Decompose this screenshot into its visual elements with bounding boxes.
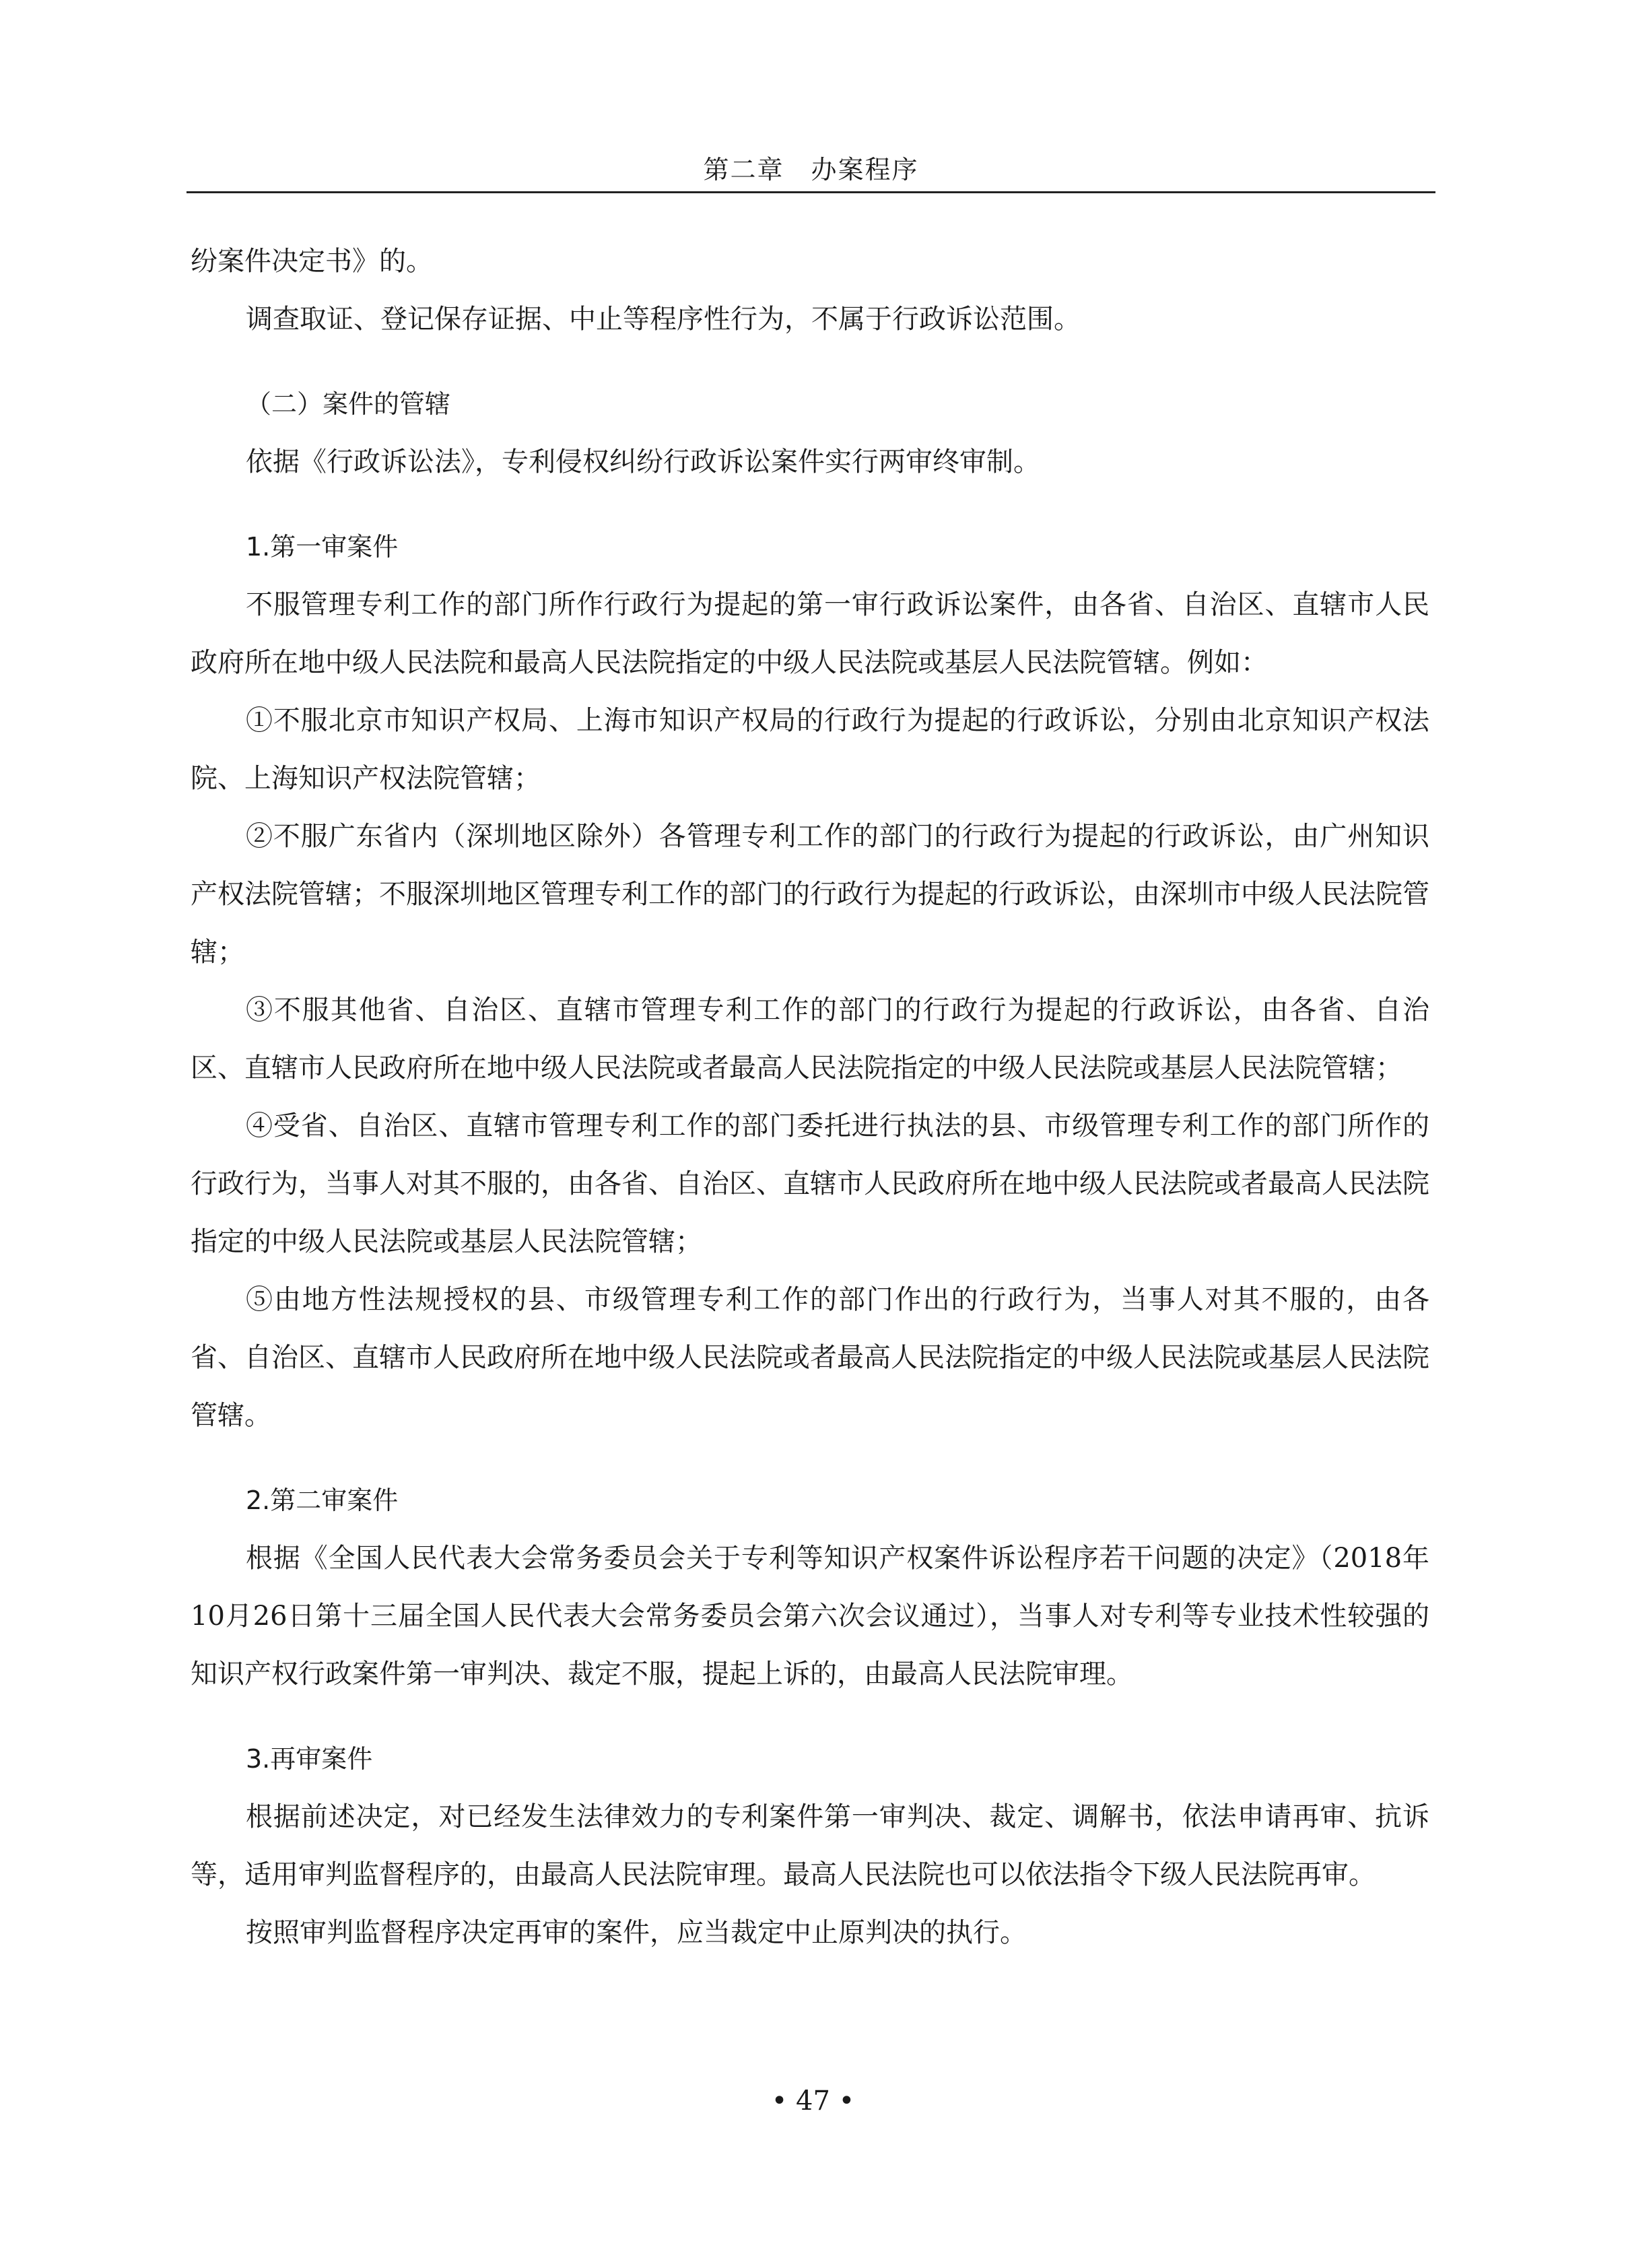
paragraph: 依据《行政诉讼法》，专利侵权纠纷行政诉讼案件实行两审终审制。 bbox=[246, 446, 1040, 477]
subsection-heading: 1.第一审案件 bbox=[246, 532, 399, 562]
list-item: ②不服广东省内（深圳地区除外）各管理专利工作的部门的行政行为提起的行政诉讼，由广州知识产权法院管辖；不服深圳地区管理专利工作的部门的行政行为提起的行政诉讼，由深圳市中级人民法院管辖； bbox=[191, 821, 1429, 968]
paragraph: 根据《全国人民代表大会常务委员会关于专利等知识产权案件诉讼程序若干问题的决定》（2018年10月26日第十三届全国人民代表大会常务委员会第六次会议通过），当事人对专利等专业技术性较强的知识产权行政案件第一审判决、裁定不服，提起上诉的，由最高人民法院审理。 bbox=[191, 1543, 1429, 1690]
page-number: • 47 • bbox=[771, 2086, 855, 2116]
running-header: 第二章 办案程序 bbox=[703, 155, 919, 185]
subsection-heading: 3.再审案件 bbox=[246, 1744, 373, 1774]
paragraph: 调查取证、登记保存证据、中止等程序性行为，不属于行政诉讼范围。 bbox=[246, 304, 1081, 335]
header-rule bbox=[187, 191, 1435, 193]
list-item: ①不服北京市知识产权局、上海市知识产权局的行政行为提起的行政诉讼，分别由北京知识产权法院、上海知识产权法院管辖； bbox=[191, 705, 1429, 794]
list-item: ③不服其他省、自治区、直辖市管理专利工作的部门的行政行为提起的行政诉讼，由各省、自治区、直辖市人民政府所在地中级人民法院或者最高人民法院指定的中级人民法院或基层人民法院管辖； bbox=[191, 995, 1429, 1083]
section-heading: （二）案件的管辖 bbox=[246, 389, 451, 419]
paragraph: 根据前述决定，对已经发生法律效力的专利案件第一审判决、裁定、调解书，依法申请再审、抗诉等，适用审判监督程序的，由最高人民法院审理。最高人民法院也可以依法指令下级人民法院再审。 bbox=[191, 1801, 1429, 1890]
paragraph: 不服管理专利工作的部门所作行政行为提起的第一审行政诉讼案件，由各省、自治区、直辖市人民政府所在地中级人民法院和最高人民法院指定的中级人民法院或基层人民法院管辖。例如： bbox=[191, 589, 1429, 678]
page-body bbox=[191, 232, 1429, 1962]
paragraph: 按照审判监督程序决定再审的案件，应当裁定中止原判决的执行。 bbox=[246, 1917, 1027, 1948]
subsection-heading: 2.第二审案件 bbox=[246, 1486, 399, 1515]
list-item: ⑤由地方性法规授权的县、市级管理专利工作的部门作出的行政行为，当事人对其不服的，由各省、自治区、直辖市人民政府所在地中级人民法院或者最高人民法院指定的中级人民法院或基层人民法院管辖。 bbox=[191, 1284, 1429, 1431]
paragraph: 纷案件决定书》的。 bbox=[191, 246, 433, 277]
list-item: ④受省、自治区、直辖市管理专利工作的部门委托进行执法的县、市级管理专利工作的部门所作的行政行为，当事人对其不服的，由各省、自治区、直辖市人民政府所在地中级人民法院或者最高人民法院指定的中级人民法院或基层人民法院管辖； bbox=[191, 1110, 1429, 1257]
